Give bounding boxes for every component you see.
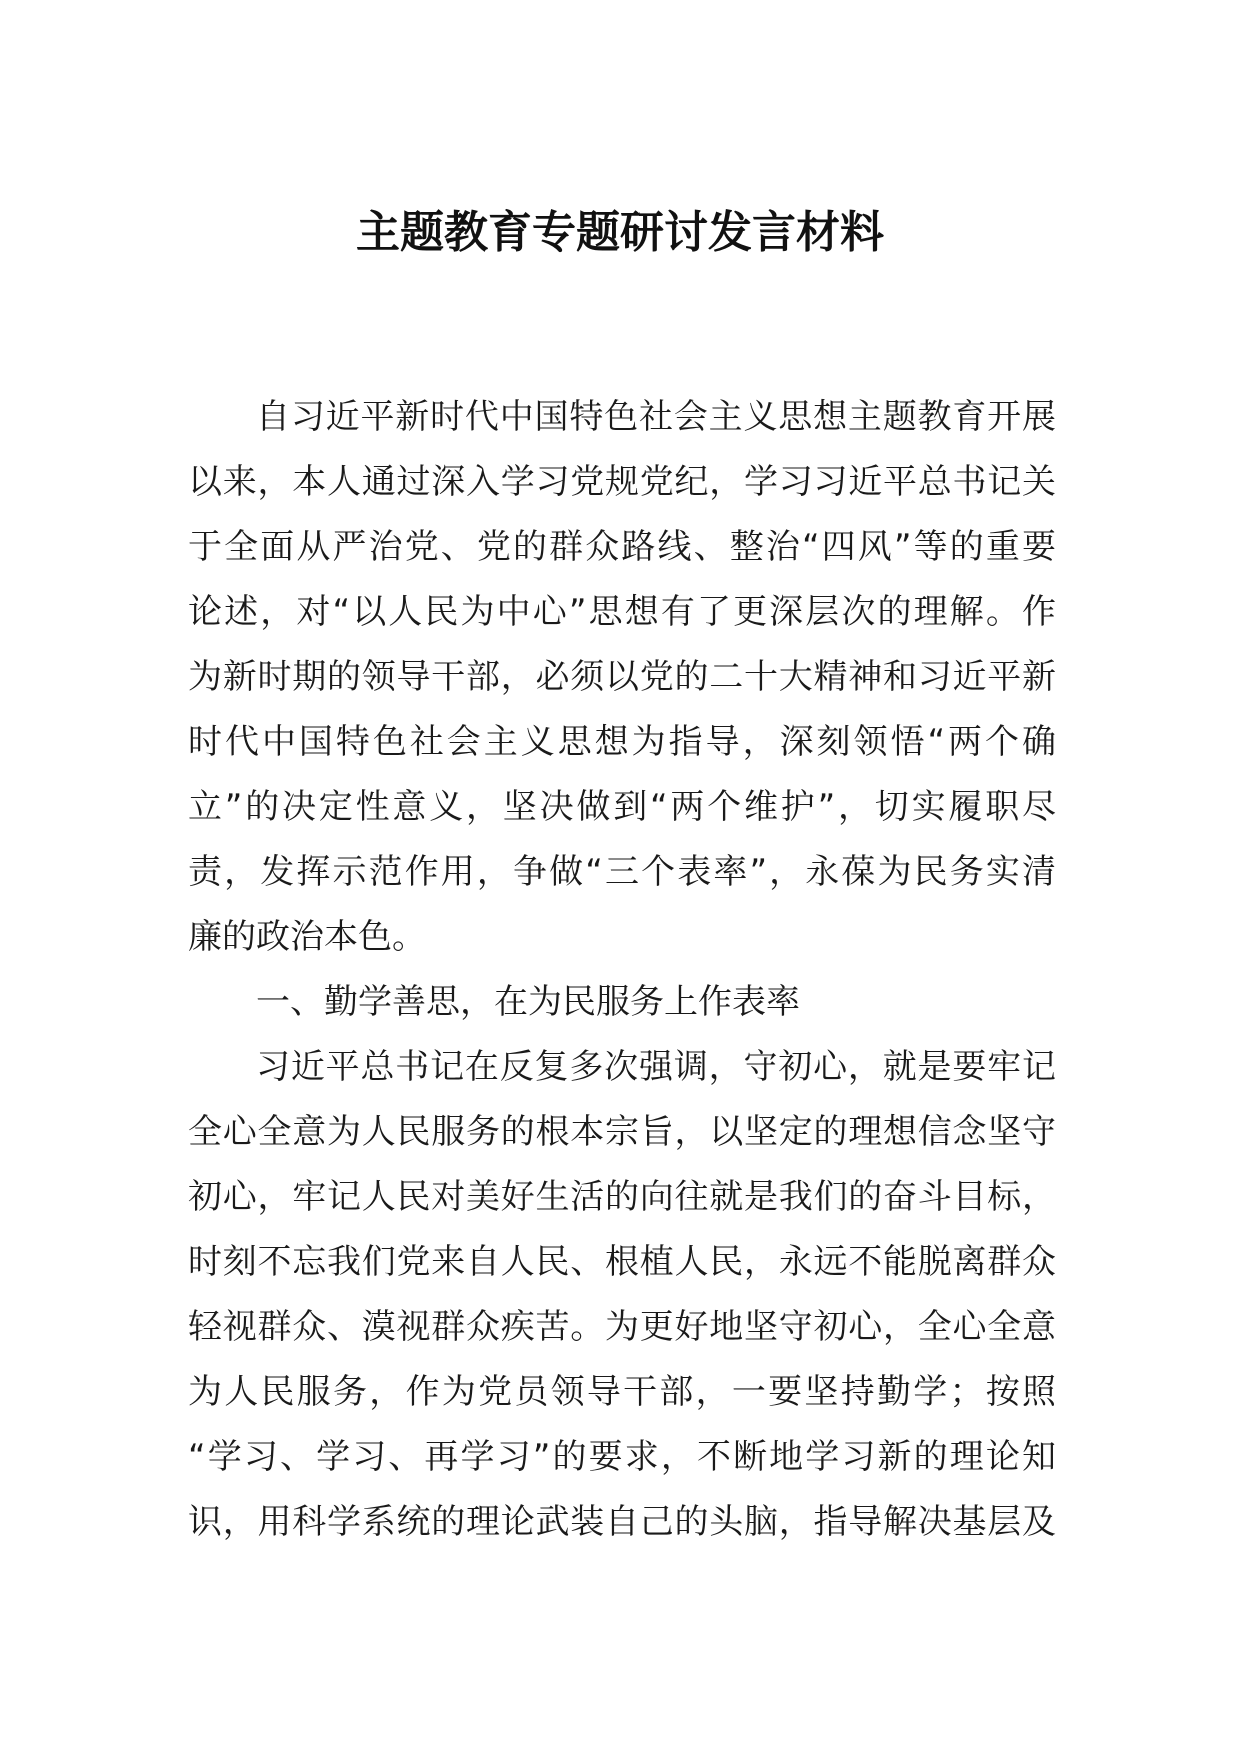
paragraph-1-line-1: 自习近平新时代中国特色社会主义思想主题教育开展 [256, 397, 1056, 437]
paragraph-2-line-1: 习近平总书记在反复多次强调，守初心，就是要牢记 [256, 1047, 1056, 1087]
paragraph-2-line-4: 时刻不忘我们党来自人民、根植人民，永远不能脱离群众 [188, 1242, 1056, 1282]
paragraph-1-line-8: 责，发挥示范作用，争做“三个表率”，永葆为民务实清 [188, 852, 1056, 892]
paragraph-1-line-3: 于全面从严治党、党的群众路线、整治“四风”等的重要 [188, 527, 1056, 567]
paragraph-2-line-8: 识，用科学系统的理论武装自己的头脑，指导解决基层及 [188, 1502, 1056, 1542]
paragraph-2-line-2: 全心全意为人民服务的根本宗旨，以坚定的理想信念坚守 [188, 1112, 1056, 1152]
document-body [188, 385, 1056, 1555]
paragraph-1-line-2: 以来，本人通过深入学习党规党纪，学习习近平总书记关 [188, 462, 1056, 502]
paragraph-2-line-3: 初心，牢记人民对美好生活的向往就是我们的奋斗目标， [188, 1177, 1056, 1217]
paragraph-1-line-7: 立”的决定性意义，坚决做到“两个维护”，切实履职尽 [188, 787, 1056, 827]
paragraph-2-line-5: 轻视群众、漠视群众疾苦。为更好地坚守初心，全心全意 [188, 1307, 1056, 1347]
paragraph-1-line-9: 廉的政治本色。 [188, 917, 426, 957]
section-heading-1: 一、勤学善思，在为民服务上作表率 [256, 982, 800, 1022]
paragraph-2-line-7: “学习、学习、再学习”的要求，不断地学习新的理论知 [188, 1437, 1056, 1477]
document-title: 主题教育专题研讨发言材料 [356, 207, 884, 258]
paragraph-1-line-4: 论述，对“以人民为中心”思想有了更深层次的理解。作 [188, 592, 1056, 632]
paragraph-2-line-6: 为人民服务，作为党员领导干部，一要坚持勤学；按照 [188, 1372, 1056, 1412]
paragraph-1-line-5: 为新时期的领导干部，必须以党的二十大精神和习近平新 [188, 657, 1056, 697]
paragraph-1-line-6: 时代中国特色社会主义思想为指导，深刻领悟“两个确 [188, 722, 1056, 762]
